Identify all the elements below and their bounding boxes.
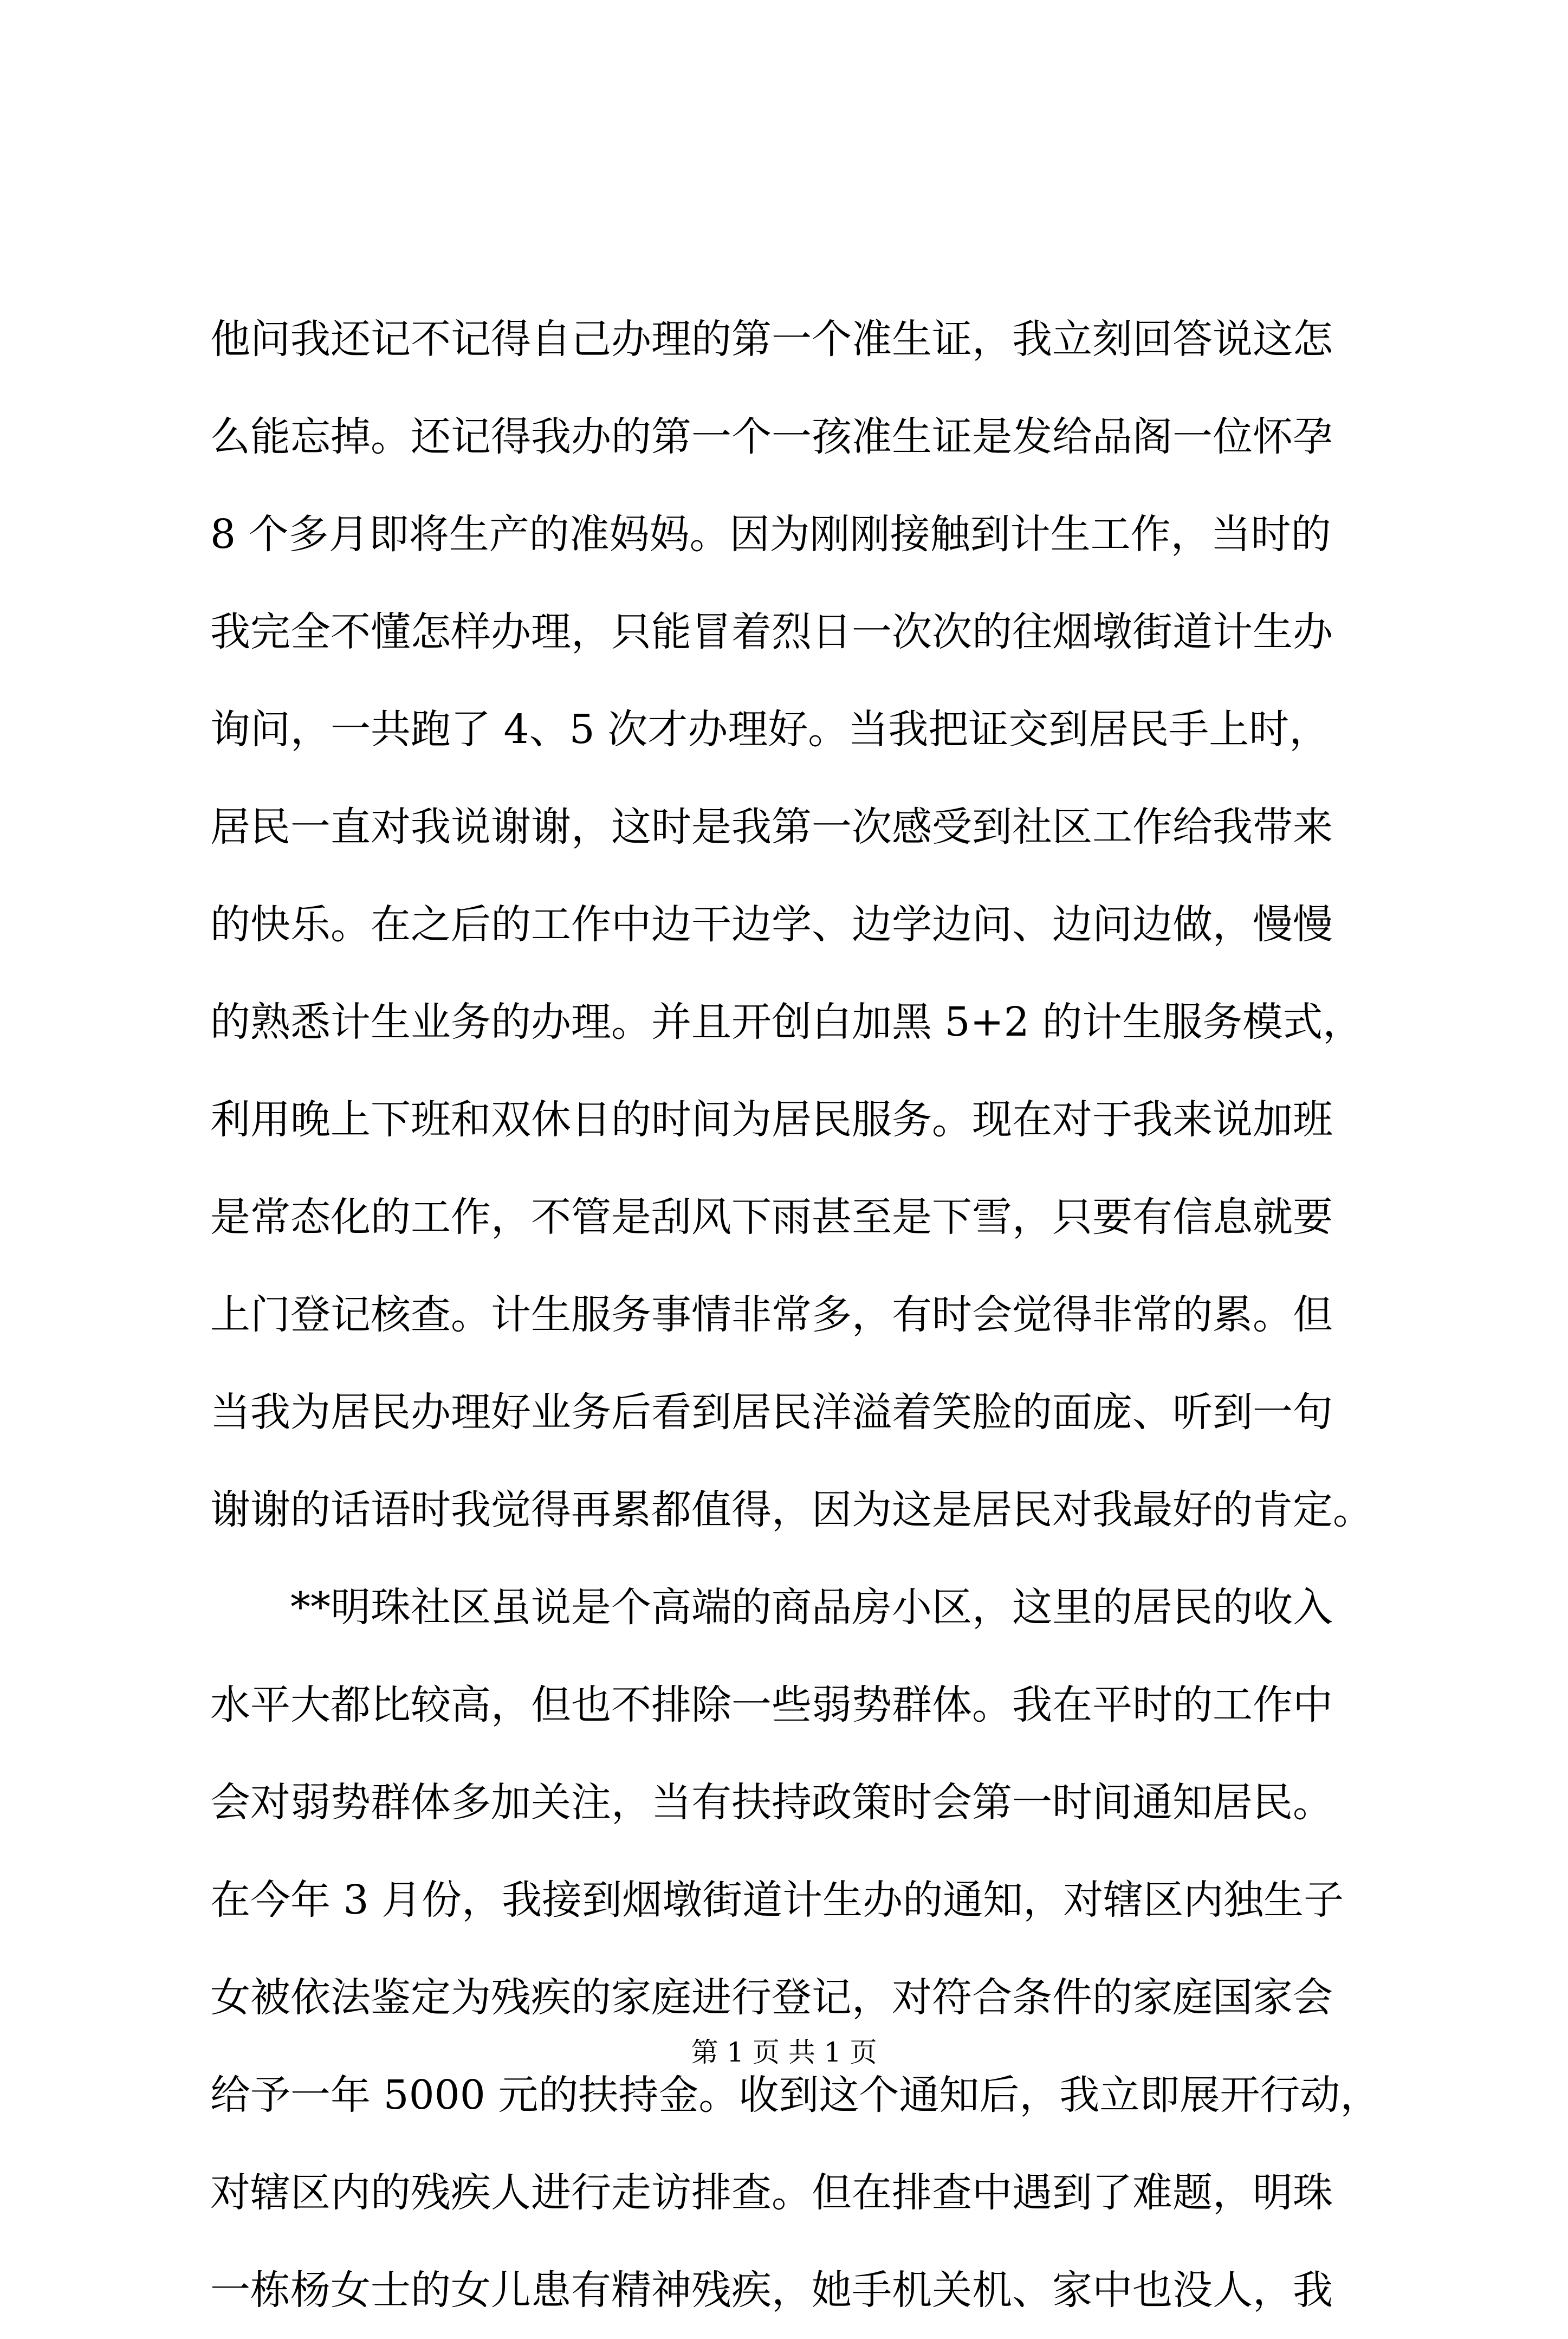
text-line: 是常态化的工作，不管是刮风下雨甚至是下雪，只要有信息就要: [210, 1194, 1333, 1240]
text-line: 一栋杨女士的女儿患有精神残疾，她手机关机、家中也没人，我: [210, 2267, 1333, 2314]
text-line: 我完全不懂怎样办理，只能冒着烈日一次次的往烟墩街道计生办: [210, 609, 1333, 655]
text-line: 的熟悉计生业务的办理。并且开创白加黑 5+2 的计生服务模式，: [210, 999, 1363, 1045]
paragraph: [210, 1559, 1381, 2339]
text-line: 会对弱势群体多加关注，当有扶持政策时会第一时间通知居民。: [210, 1779, 1333, 1826]
text-line: **明珠社区虽说是个高端的商品房小区，这里的居民的收入: [210, 1584, 1333, 1631]
text-line: 在今年 3 月份，我接到烟墩街道计生办的通知，对辖区内独生子: [210, 1877, 1344, 1923]
text-line: 8 个多月即将生产的准妈妈。因为刚刚接触到计生工作，当时的: [210, 511, 1331, 558]
text-line: 对辖区内的残疾人进行走访排查。但在排查中遇到了难题，明珠: [210, 2169, 1333, 2216]
text-line: 给予一年 5000 元的扶持金。收到这个通知后，我立即展开行动，: [210, 2072, 1381, 2118]
text-line: 的快乐。在之后的工作中边干边学、边学边问、边问边做，慢慢: [210, 901, 1333, 948]
document-body: [210, 290, 1381, 2339]
text-line: 利用晚上下班和双休日的时间为居民服务。现在对于我来说加班: [210, 1096, 1333, 1143]
text-line: 水平大都比较高，但也不排除一些弱势群体。我在平时的工作中: [210, 1682, 1333, 1728]
text-line: 居民一直对我说谢谢，这时是我第一次感受到社区工作给我带来: [210, 804, 1333, 850]
text-line: 他问我还记不记得自己办理的第一个准生证，我立刻回答说这怎: [210, 316, 1333, 363]
text-line: 女被依法鉴定为残疾的家庭进行登记，对符合条件的家庭国家会: [210, 1974, 1333, 2021]
text-line: 询问，一共跑了 4、5 次才办理好。当我把证交到居民手上时，: [210, 706, 1330, 753]
text-line: 谢谢的话语时我觉得再累都值得，因为这是居民对我最好的肯定。: [210, 1487, 1373, 1533]
text-line: 当我为居民办理好业务后看到居民洋溢着笑脸的面庞、听到一句: [210, 1389, 1333, 1436]
paragraph: [210, 290, 1373, 1559]
text-line: 么能忘掉。还记得我办的第一个一孩准生证是发给品阁一位怀孕: [210, 413, 1333, 460]
page-number-footer: 第 1 页 共 1 页: [691, 2037, 877, 2068]
text-line: 上门登记核查。计生服务事情非常多，有时会觉得非常的累。但: [210, 1291, 1333, 1338]
